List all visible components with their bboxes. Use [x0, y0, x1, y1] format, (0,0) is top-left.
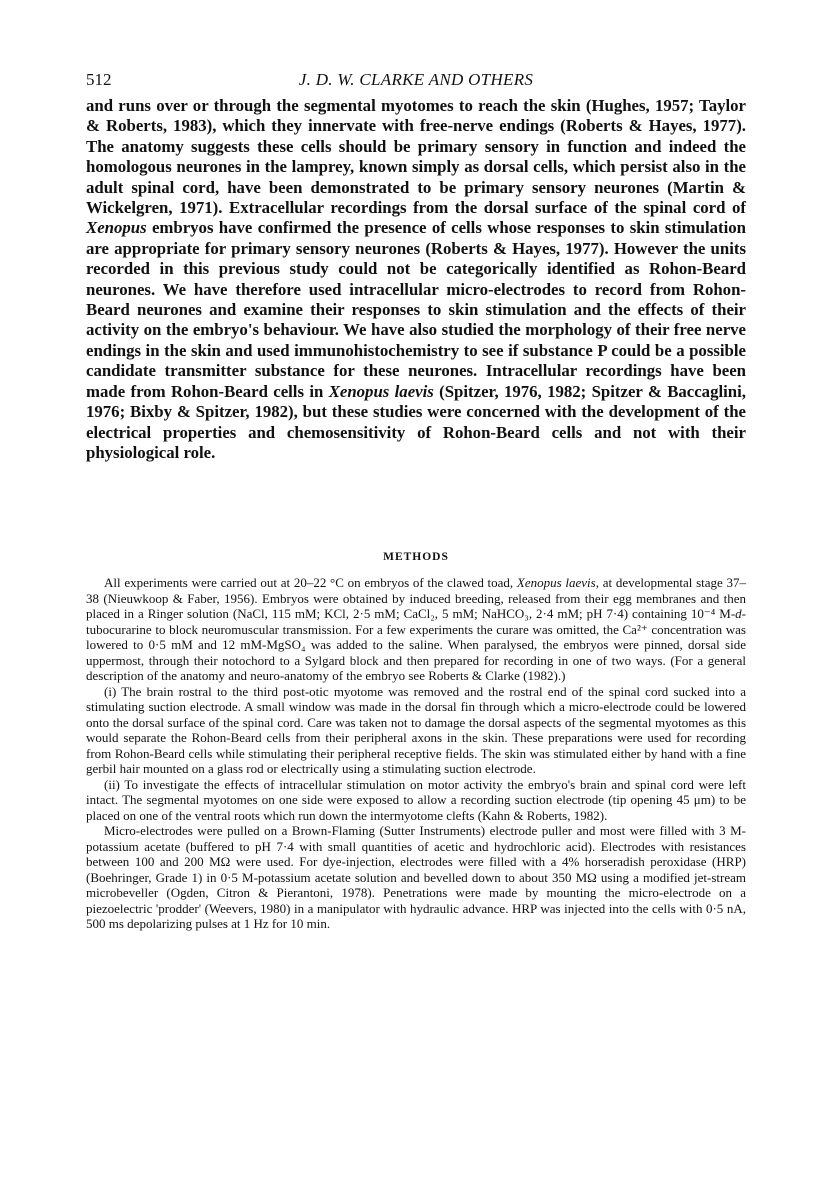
page-header — [86, 70, 746, 94]
intro-paragraph: and runs over or through the segmental myotomes to reach the skin (Hughes, 1957; Taylor & Roberts, 1983), which they innervate with free-nerve endings (Roberts & Hayes, 1977). The anatomy suggests these cells should be primary sensory in function and indeed the homologous neurones in the lamprey, known simply as dorsal cells, which persist also in the adult spinal cord, have been demonstrated to be primary sensory neurones (Martin & Wickelgren, 1971). Extracellular recordings from the dorsal surface of the spinal cord of Xenopus embryos have confirmed the presence of cells whose responses to skin stimulation are appropriate for primary sensory neurones (Roberts & Hayes, 1977). However the units recorded in this previous study could not be categorically identified as Rohon-Beard neurones. We have therefore used intracellular micro-electrodes to record from Rohon-Beard neurones and examine their responses to skin stimulation and the effects of their activity on the embryo's behaviour. We have also studied the morphology of their free nerve endings in the skin and used immunohistochemistry to see if substance P could be a possible candidate transmitter substance for these neurones. Intracellular recordings have been made from Rohon-Beard cells in Xenopus laevis (Spitzer, 1976, 1982; Spitzer & Baccaglini, 1976; Bixby & Spitzer, 1982), but these studies were concerned with the development of the electrical properties and chemosensitivity of Rohon-Beard cells and not with their physiological role. — [86, 96, 746, 462]
methods-heading: METHODS — [383, 551, 449, 563]
page-number: 512 — [86, 70, 112, 89]
methods-section — [86, 575, 746, 932]
methods-paragraph-4: Micro-electrodes were pulled on a Brown-Flaming (Sutter Instruments) electrode puller and most were filled with 3 M-potassium acetate (buffered to pH 7·4 with small quantities of acetic and hydrochloric acid). Electrodes with resistances between 100 and 200 MΩ were used. For dye-injection, electrodes were filled with a 4% horseradish peroxidase (HRP) (Boehringer, Grade 1) in 0·5 M-potassium acetate solution and bevelled down to about 350 MΩ using a modified jet-stream microbeveller (Ogden, Citron & Pierantoni, 1978). Penetrations were made by mounting the micro-electrode on a piezoelectric 'prodder' (Weevers, 1980) in a manipulator with hydraulic advance. HRP was injected into the cells with 0·5 nA, 500 ms depolarizing pulses at 1 Hz for 10 min. — [86, 823, 746, 931]
methods-paragraph-3: (ii) To investigate the effects of intracellular stimulation on motor activity the embryo's brain and spinal cord were left intact. The segmental myotomes on one side were exposed to allow a recording suction electrode (tip opening 45 μm) to be placed on one of the ventral roots which run down the intermyotome clefts (Kahn & Roberts, 1982). — [86, 776, 746, 823]
methods-paragraph-2: (i) The brain rostral to the third post-otic myotome was removed and the rostral end of the spinal cord sucked into a stimulating suction electrode. A small window was made in the dorsal fin through which a micro-electrode could be lowered onto the dorsal surface of the spinal cord. Care was taken not to damage the dorsal aspects of the segmental myotomes as this would separate the Rohon-Beard cells from their peripheral axons in the skin. These preparations were used for recording from Rohon-Beard cells while stimulating their peripheral receptive fields. The skin was stimulated either by hand with a fine gerbil hair mounted on a glass rod or electrically using a stimulating suction electrode. — [86, 683, 746, 776]
running-head: J. D. W. CLARKE AND OTHERS — [298, 70, 534, 89]
methods-paragraph-1: All experiments were carried out at 20–22 °C on embryos of the clawed toad, Xenopus laevis, at developmental stage 37–38 (Nieuwkoop & Faber, 1956). Embryos were obtained by induced breeding, released from their egg membranes and then placed in a Ringer solution (NaCl, 115 mM; KCl, 2·5 mM; CaCl₂, 5 mM; NaHCO₃, 2·4 mM; pH 7·4) containing 10⁻⁴ M-d-tubocurarine to block neuromuscular transmission. For a few experiments the curare was omitted, the Ca²⁺ concentration was lowered to 0·5 mM and 12 mM-MgSO₄ was added to the saline. When paralysed, the embryos were pinned, dorsal side uppermost, through their notochord to a Sylgard block and then prepared for recording in one of two ways. (For a general description of the anatomy and neuro-anatomy of the embryo see Roberts & Clarke (1982).) — [86, 575, 746, 683]
